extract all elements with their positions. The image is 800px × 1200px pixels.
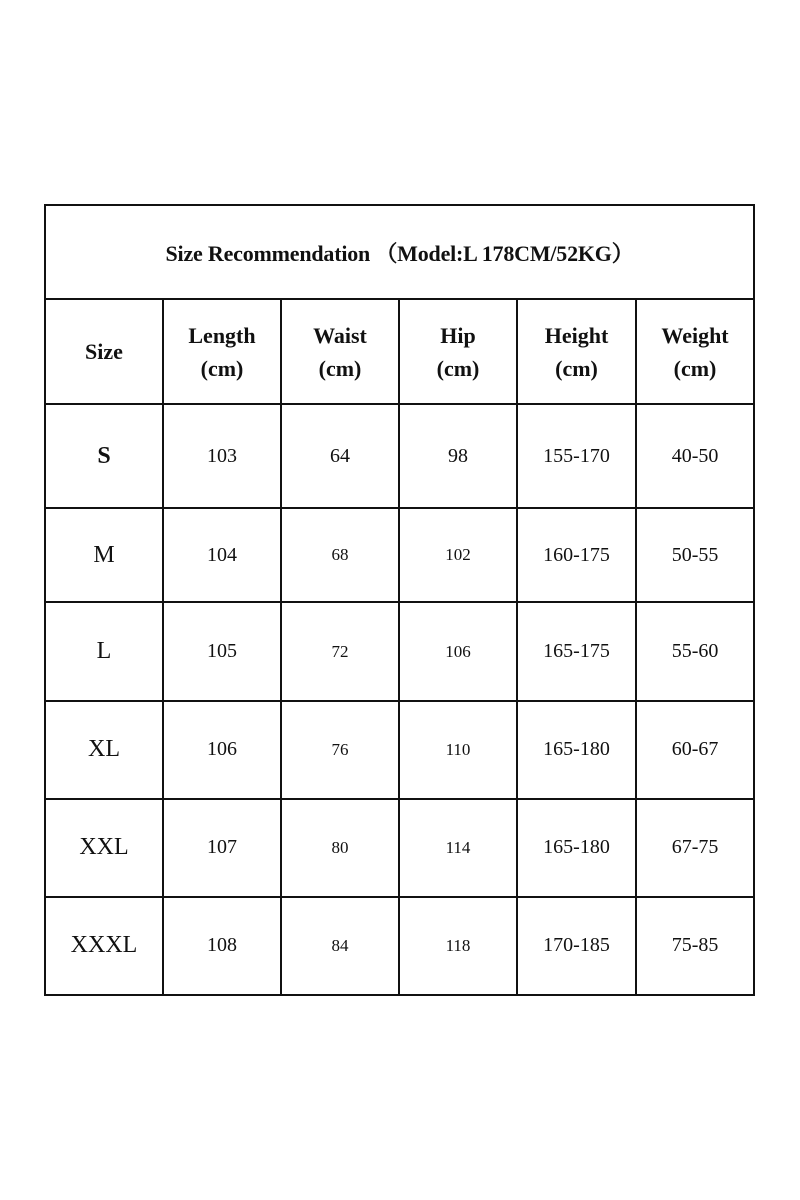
title-row: [45, 205, 754, 299]
weight-cell: 40-50: [636, 404, 754, 508]
hip-cell: 106: [399, 602, 517, 700]
size-cell: XXL: [45, 799, 163, 897]
hip-cell: 110: [399, 701, 517, 799]
header-waist: [281, 299, 399, 404]
header-weight-label: Weight: [661, 322, 729, 348]
height-cell: 155-170: [517, 404, 636, 508]
weight-cell: 67-75: [636, 799, 754, 897]
header-length-label: Length: [188, 322, 256, 348]
table-row: [45, 897, 754, 995]
height-cell: 165-175: [517, 602, 636, 700]
header-hip-label: Hip: [440, 322, 476, 348]
header-length-unit: (cm): [200, 355, 244, 381]
size-chart-table: [44, 204, 755, 996]
waist-cell: 68: [281, 508, 399, 602]
height-cell: 160-175: [517, 508, 636, 602]
size-cell: L: [45, 602, 163, 700]
header-hip-unit: (cm): [436, 355, 480, 381]
header-height-unit: (cm): [555, 355, 598, 381]
size-cell: S: [45, 404, 163, 508]
length-cell: 108: [163, 897, 281, 995]
size-cell: M: [45, 508, 163, 602]
height-cell: 170-185: [517, 897, 636, 995]
waist-cell: 80: [281, 799, 399, 897]
table-row: [45, 508, 754, 602]
waist-cell: 84: [281, 897, 399, 995]
height-cell: 165-180: [517, 799, 636, 897]
header-weight: [636, 299, 754, 404]
weight-cell: 60-67: [636, 701, 754, 799]
header-weight-unit: (cm): [673, 355, 717, 381]
table-row: [45, 602, 754, 700]
hip-cell: 102: [399, 508, 517, 602]
length-cell: 105: [163, 602, 281, 700]
header-waist-label: Waist: [313, 322, 367, 348]
height-cell: 165-180: [517, 701, 636, 799]
length-cell: 106: [163, 701, 281, 799]
waist-cell: 72: [281, 602, 399, 700]
size-cell: XXXL: [45, 897, 163, 995]
table-row: [45, 701, 754, 799]
hip-cell: 114: [399, 799, 517, 897]
weight-cell: 75-85: [636, 897, 754, 995]
header-hip: [399, 299, 517, 404]
header-height-label: Height: [544, 322, 609, 348]
header-size-label: Size: [85, 339, 123, 365]
waist-cell: 64: [281, 404, 399, 508]
length-cell: 107: [163, 799, 281, 897]
table-row: [45, 404, 754, 508]
weight-cell: 55-60: [636, 602, 754, 700]
hip-cell: 118: [399, 897, 517, 995]
header-waist-unit: (cm): [318, 355, 362, 381]
header-height: [517, 299, 636, 404]
length-cell: 104: [163, 508, 281, 602]
size-cell: XL: [45, 701, 163, 799]
weight-cell: 50-55: [636, 508, 754, 602]
header-length: [163, 299, 281, 404]
table-title: Size Recommendation （Model:L 178CM/52KG）: [45, 205, 754, 299]
waist-cell: 76: [281, 701, 399, 799]
hip-cell: 98: [399, 404, 517, 508]
table-row: [45, 799, 754, 897]
header-row: [45, 299, 754, 404]
header-size: [45, 299, 163, 404]
length-cell: 103: [163, 404, 281, 508]
